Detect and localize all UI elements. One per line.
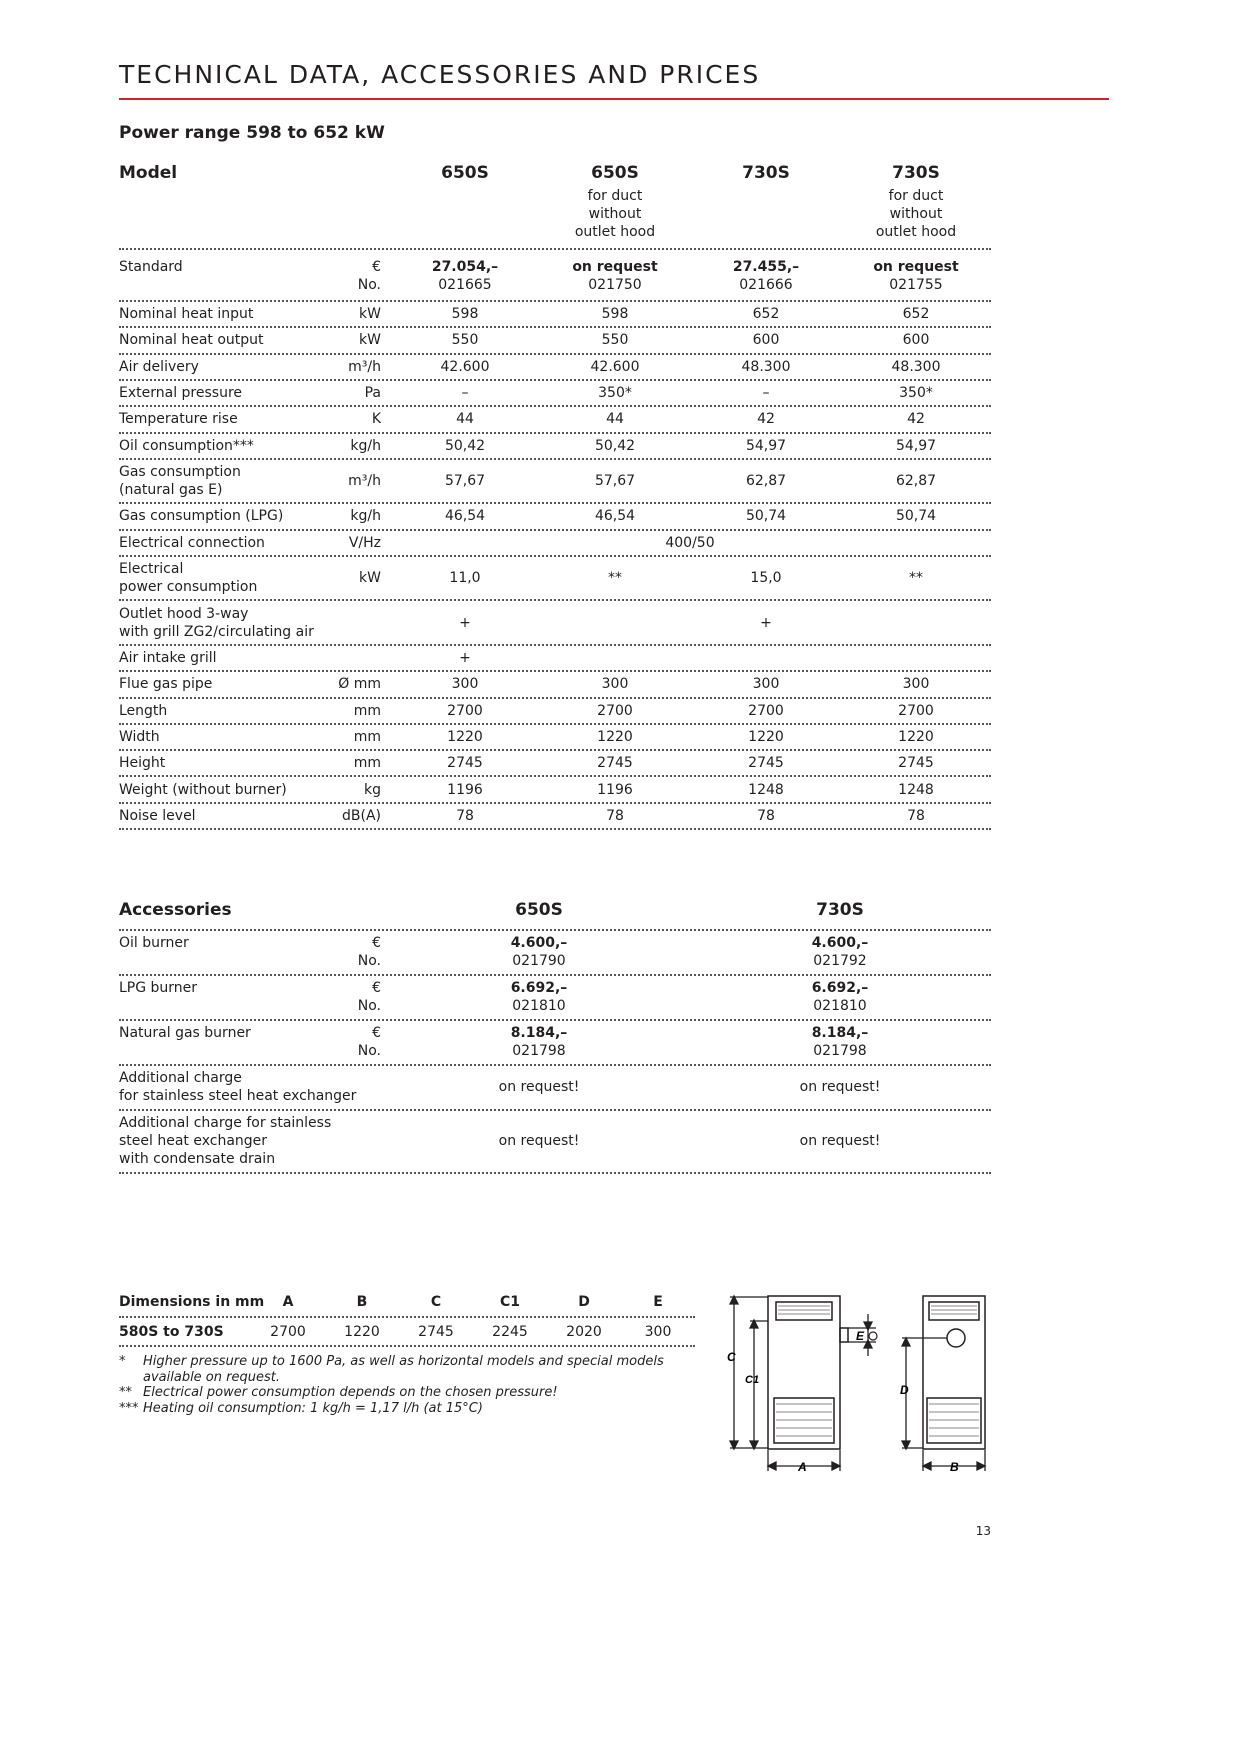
spec-row-value: 600	[752, 332, 780, 349]
dim-value: 2245	[492, 1324, 528, 1340]
spec-row-unit: V/Hz	[348, 534, 381, 551]
spec-row-value: 300	[601, 676, 629, 693]
spec-row-value: 78	[757, 807, 775, 824]
standard-price: on request	[572, 259, 658, 275]
spec-row-value: **	[909, 570, 923, 587]
spec-row-value: 1248	[748, 781, 784, 798]
spec-row-label: Air intake grill	[119, 650, 217, 667]
model-col-4-note: for duct without outlet hood	[875, 188, 957, 240]
diagram-label-a: A	[798, 1460, 807, 1474]
spec-row-label: Weight (without burner)	[119, 781, 287, 798]
footnote-text: Higher pressure up to 1600 Pa, as well as horizontal models and special models available on request.	[143, 1354, 664, 1385]
divider	[119, 1316, 695, 1318]
dim-col: E	[653, 1294, 663, 1310]
side-view-outline	[923, 1296, 985, 1449]
spec-row-label: Air delivery	[119, 358, 199, 375]
diagram-label-c1: C1	[745, 1374, 760, 1386]
spec-row-value: 2745	[447, 755, 483, 772]
spec-row-label: Gas consumption (LPG)	[119, 508, 284, 525]
spec-row-label: Temperature rise	[119, 411, 238, 428]
dim-col: B	[356, 1294, 368, 1310]
diagram-label-d: D	[900, 1383, 909, 1397]
spec-row-value: +	[760, 614, 772, 631]
spec-row-unit: kg/h	[350, 437, 381, 454]
spec-row-label: Nominal heat output	[119, 332, 264, 349]
divider	[119, 432, 991, 434]
accessory-number: 021798	[512, 1043, 566, 1059]
spec-row-value: 42.600	[590, 358, 640, 375]
divider	[119, 300, 991, 302]
spec-row-value: 42.600	[440, 358, 490, 375]
standard-number: 021666	[739, 277, 793, 293]
spec-row-value: 57,67	[594, 473, 636, 490]
accessory-price: 4.600,–	[811, 935, 869, 951]
accessory-number: 021792	[813, 953, 867, 969]
spec-row-unit: mm	[353, 702, 381, 719]
spec-row-value: 598	[451, 306, 479, 323]
spec-row-value: 50,74	[895, 508, 937, 525]
divider	[119, 974, 991, 976]
front-view-outline	[768, 1296, 840, 1449]
spec-row-label: Electrical connection	[119, 534, 265, 551]
footnote-text: Electrical power consumption depends on the chosen pressure!	[143, 1385, 558, 1400]
spec-row-value: 1220	[748, 728, 784, 745]
spec-row-unit: kg	[364, 781, 381, 798]
accessory-price: 8.184,–	[510, 1025, 568, 1041]
footnote-mark: ***	[119, 1401, 139, 1416]
spec-row-value: 54,97	[745, 437, 787, 454]
spec-row-value: 50,74	[745, 508, 787, 525]
spec-row-value: 2700	[898, 702, 934, 719]
spec-row-value: 11,0	[449, 570, 481, 587]
divider	[119, 379, 991, 381]
accessory-number: 021798	[813, 1043, 867, 1059]
divider	[119, 405, 991, 407]
divider	[119, 1064, 991, 1066]
spec-row-value: 44	[456, 411, 474, 428]
divider	[119, 929, 991, 931]
accessory-unit-price: €	[372, 935, 381, 951]
title-rule	[119, 98, 1109, 100]
spec-row-value: 300	[451, 676, 479, 693]
diagram-label-c: C	[727, 1350, 736, 1364]
model-col-4: 730S	[892, 163, 940, 183]
spec-row-value: 350*	[899, 385, 933, 402]
divider	[119, 1109, 991, 1111]
model-col-2-note: for duct without outlet hood	[574, 188, 656, 240]
spec-row-unit: mm	[353, 755, 381, 772]
divider	[119, 599, 991, 601]
accessory-unit-price: €	[372, 1025, 381, 1041]
spec-row-label: Oil consumption***	[119, 437, 254, 454]
model-col-1: 650S	[441, 163, 489, 183]
divider	[119, 644, 991, 646]
spec-row-value: –	[461, 385, 469, 402]
spec-row-value: 62,87	[745, 473, 787, 490]
divider	[119, 1345, 695, 1347]
spec-row-unit: mm	[353, 728, 381, 745]
accessory-price: 4.600,–	[510, 935, 568, 951]
spec-row-unit: Pa	[364, 385, 381, 402]
dim-value: 300	[644, 1324, 672, 1340]
accessory-value: on request!	[498, 1078, 580, 1095]
spec-row-value: 54,97	[895, 437, 937, 454]
spec-row-value: 350*	[598, 385, 632, 402]
dim-value: 1220	[344, 1324, 380, 1340]
spec-row-value: 62,87	[895, 473, 937, 490]
spec-row-unit: m³/h	[348, 358, 381, 375]
footnote-text: Heating oil consumption: 1 kg/h = 1,17 l/h (at 15°C)	[143, 1401, 483, 1416]
accessory-number: 021810	[813, 998, 867, 1014]
standard-number: 021750	[588, 277, 642, 293]
spec-row-value: 48.300	[741, 358, 791, 375]
standard-unit-price: €	[372, 259, 381, 275]
spec-row-label: External pressure	[119, 385, 243, 402]
spec-row-value: 600	[902, 332, 930, 349]
accessory-price: 6.692,–	[811, 980, 869, 996]
model-col-2: 650S	[591, 163, 639, 183]
spec-row-value: 550	[451, 332, 479, 349]
dim-value: 2745	[418, 1324, 454, 1340]
divider	[119, 326, 991, 328]
spec-row-value: 1220	[898, 728, 934, 745]
spec-row-label: Nominal heat input	[119, 306, 254, 323]
divider	[119, 1019, 991, 1021]
side-flue-circle	[947, 1329, 965, 1347]
spec-row-label: Gas consumption (natural gas E)	[119, 464, 241, 499]
spec-row-value: 44	[606, 411, 624, 428]
divider	[119, 248, 991, 250]
accessory-label: Additional charge for stainless steel heat exchanger with condensate drain	[119, 1115, 332, 1167]
spec-row-value: 2700	[597, 702, 633, 719]
spec-row-unit: K	[371, 411, 381, 428]
spec-row-label: Electrical power consumption	[119, 561, 258, 596]
divider	[119, 502, 991, 504]
accessory-unit-no: No.	[357, 1043, 381, 1059]
divider	[119, 749, 991, 751]
divider	[119, 353, 991, 355]
accessory-unit-no: No.	[357, 953, 381, 969]
spec-row-value: 1196	[447, 781, 483, 798]
accessory-label: Natural gas burner	[119, 1025, 251, 1041]
spec-row-label: Noise level	[119, 807, 196, 824]
accessories-col-650s: 650S	[515, 900, 563, 920]
spec-row-value: 57,67	[444, 473, 486, 490]
spec-row-label: Flue gas pipe	[119, 676, 213, 693]
spec-row-value: 300	[752, 676, 780, 693]
accessory-price: 8.184,–	[811, 1025, 869, 1041]
spec-row-label: Width	[119, 728, 160, 745]
spec-row-unit: kW	[359, 570, 381, 587]
dim-value: 2700	[270, 1324, 306, 1340]
accessory-unit-no: No.	[357, 998, 381, 1014]
spec-row-value: 46,54	[444, 508, 486, 525]
accessories-title: Accessories	[119, 900, 232, 920]
divider	[119, 1172, 991, 1174]
spec-row-value: 42	[907, 411, 925, 428]
spec-row-value: 15,0	[750, 570, 782, 587]
footnote-mark: *	[119, 1354, 126, 1369]
spec-row-value: 78	[606, 807, 624, 824]
dim-col: C1	[499, 1294, 521, 1310]
divider	[119, 828, 991, 830]
model-col-3: 730S	[742, 163, 790, 183]
spec-row-value: 1220	[447, 728, 483, 745]
unit-dimension-diagram	[720, 1288, 1000, 1478]
diagram-e-circle	[869, 1332, 877, 1340]
dimensions-header: Dimensions in mm	[119, 1294, 265, 1310]
dim-value: 2020	[566, 1324, 602, 1340]
spec-row-value: 50,42	[594, 437, 636, 454]
flue-outlet	[840, 1328, 848, 1342]
spec-row-value: 50,42	[444, 437, 486, 454]
dim-col: C	[430, 1294, 442, 1310]
spec-row-unit: kW	[359, 332, 381, 349]
spec-row-value: +	[459, 650, 471, 667]
spec-row-value: 598	[601, 306, 629, 323]
front-top-grill	[776, 1302, 832, 1320]
spec-row-value: 2745	[748, 755, 784, 772]
accessory-value: on request!	[799, 1078, 881, 1095]
page-subtitle: Power range 598 to 652 kW	[119, 123, 385, 143]
spec-row-label: Outlet hood 3-way with grill ZG2/circulating air	[119, 605, 314, 640]
spec-row-value: 42	[757, 411, 775, 428]
spec-row-unit: Ø mm	[338, 676, 381, 693]
accessories-col-730s: 730S	[816, 900, 864, 920]
spec-row-label: Height	[119, 755, 166, 772]
accessory-unit-price: €	[372, 980, 381, 996]
divider	[119, 802, 991, 804]
spec-row-value: 2745	[597, 755, 633, 772]
standard-unit-no: No.	[357, 277, 381, 293]
spec-row-value: –	[762, 385, 770, 402]
spec-row-value: 652	[902, 306, 930, 323]
standard-price: on request	[873, 259, 959, 275]
divider	[119, 697, 991, 699]
accessory-label: Additional charge for stainless steel heat exchanger	[119, 1070, 357, 1104]
accessory-label: LPG burner	[119, 980, 198, 996]
accessory-number: 021790	[512, 953, 566, 969]
spec-row-value: 1248	[898, 781, 934, 798]
spec-row-value: **	[608, 570, 622, 587]
spec-row-value: 1196	[597, 781, 633, 798]
spec-row-unit: m³/h	[348, 473, 381, 490]
dim-col: D	[578, 1294, 590, 1310]
spec-row-value: +	[459, 614, 471, 631]
spec-row-label: Length	[119, 702, 168, 719]
standard-label: Standard	[119, 259, 183, 275]
spec-row-value: 2700	[447, 702, 483, 719]
standard-number: 021665	[438, 277, 492, 293]
spec-row-value: 2700	[748, 702, 784, 719]
divider	[119, 555, 991, 557]
spec-row-value: 2745	[898, 755, 934, 772]
diagram-label-b: B	[950, 1460, 959, 1474]
spec-row-value: 78	[907, 807, 925, 824]
spec-row-value: 46,54	[594, 508, 636, 525]
spec-row-unit: kg/h	[350, 508, 381, 525]
accessory-label: Oil burner	[119, 935, 189, 951]
accessory-value: on request!	[799, 1132, 881, 1149]
spec-row-value: 400/50	[665, 534, 715, 551]
standard-price: 27.455,–	[732, 259, 800, 275]
spec-row-value: 1220	[597, 728, 633, 745]
standard-price: 27.054,–	[431, 259, 499, 275]
divider	[119, 458, 991, 460]
standard-number: 021755	[889, 277, 943, 293]
page-title: TECHNICAL DATA, ACCESSORIES AND PRICES	[119, 60, 761, 89]
dim-col: A	[282, 1294, 294, 1310]
spec-row-value: 78	[456, 807, 474, 824]
accessory-number: 021810	[512, 998, 566, 1014]
model-header-label: Model	[119, 163, 178, 183]
page-number: 13	[975, 1524, 991, 1538]
footnote-mark: **	[119, 1385, 132, 1400]
diagram-label-e: E	[856, 1329, 865, 1343]
spec-row-unit: kW	[359, 306, 381, 323]
divider	[119, 723, 991, 725]
spec-row-value: 550	[601, 332, 629, 349]
accessory-price: 6.692,–	[510, 980, 568, 996]
spec-row-unit: dB(A)	[342, 807, 381, 824]
dim-row-label: 580S to 730S	[119, 1324, 224, 1340]
spec-row-value: 652	[752, 306, 780, 323]
divider	[119, 529, 991, 531]
side-top-grill	[929, 1302, 979, 1320]
spec-row-value: 300	[902, 676, 930, 693]
spec-row-value: 48.300	[891, 358, 941, 375]
accessory-value: on request!	[498, 1132, 580, 1149]
divider	[119, 775, 991, 777]
divider	[119, 670, 991, 672]
